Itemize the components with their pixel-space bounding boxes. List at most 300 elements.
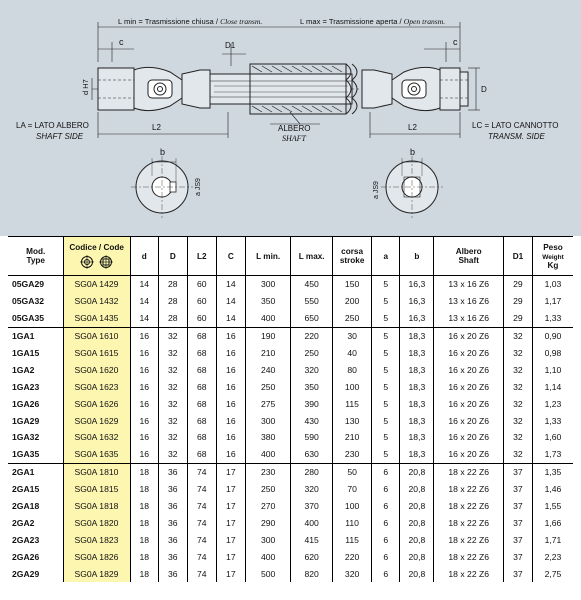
cell-code: SG0A 1615 [64,345,130,362]
col-d: d [130,237,158,276]
b-left-label: b [160,147,166,157]
cell-stroke: 100 [332,378,371,395]
cell-lmax: 820 [291,565,332,582]
cell-lmin: 300 [245,276,291,293]
cell-shaft: 18 x 22 Z6 [434,514,503,531]
c-left-label: c [119,37,124,47]
cell-type: 05GA29 [8,276,64,293]
cell-D: 32 [158,412,187,429]
cell-stroke: 100 [332,498,371,515]
cell-weight: 1,17 [532,293,573,310]
D-label: D [481,85,487,94]
cell-weight: 0,90 [532,327,573,344]
cell-a: 6 [372,463,400,480]
cell-code: SG0A 1815 [64,481,130,498]
cell-code: SG0A 1810 [64,463,130,480]
cell-type: 1GA26 [12,398,40,409]
cell-shaft: 16 x 20 Z6 [434,345,503,362]
cell-d1: 32 [503,345,532,362]
cell-type: 2GA23 [12,534,40,545]
lmin-label: L min = Trasmissione chiusa / [118,17,218,26]
cell-lmin: 300 [245,531,291,548]
cell-c: 17 [216,498,245,515]
cell-code: SG0A 1429 [64,276,130,293]
cell-c: 16 [216,395,245,412]
cell-b: 18,3 [400,412,434,429]
table-row [8,565,573,582]
svg-text:L min = Trasmissione chiusa / [118,17,262,26]
albero-label: ALBERO [278,124,311,133]
cell-type: 2GA1 [8,463,64,480]
cell-code: SG0A 1823 [64,531,130,548]
drawing-background [0,0,581,236]
table-row [8,412,573,429]
cell-lmax: 550 [291,293,332,310]
left-yoke [182,70,210,108]
cell-code: SG0A 1432 [64,293,130,310]
cell-l2: 68 [187,361,216,378]
cell-shaft: 18 x 22 Z6 [434,463,503,480]
cell-c: 16 [216,361,245,378]
cell-lmax: 430 [291,412,332,429]
cell-weight: 1,14 [532,378,573,395]
technical-drawing [0,0,581,236]
cell-D: 36 [158,565,187,582]
col-lmin: L min. [245,237,291,276]
a-right-label: a JS9 [373,181,380,199]
cell-d1: 32 [503,412,532,429]
cell-c: 14 [216,293,245,310]
cell-d: 16 [130,361,158,378]
cell-c: 17 [216,514,245,531]
cell-d: 16 [130,429,158,446]
cell-d: 18 [130,481,158,498]
cell-d: 16 [130,412,158,429]
cell-D: 36 [158,463,187,480]
cell-shaft: 16 x 20 Z6 [434,429,503,446]
cell-a: 5 [372,276,400,293]
cell-d: 16 [130,327,158,344]
cell-c: 16 [216,345,245,362]
cell-weight: 1,35 [532,463,573,480]
col-d1: D1 [503,237,532,276]
la-label: LA = LATO ALBERO [16,121,89,130]
cell-c: 17 [216,565,245,582]
col-mod-type: Mod. Type [26,247,46,265]
table-row [8,429,573,446]
cell-lmin: 400 [245,446,291,463]
cell-D: 32 [158,446,187,463]
lc-label-en: TRANSM. SIDE [488,132,545,141]
cell-l2: 60 [187,276,216,293]
cell-lmin: 290 [245,514,291,531]
cell-a: 5 [372,429,400,446]
cell-lmax: 590 [291,429,332,446]
cell-d: 18 [130,531,158,548]
cell-b: 20,8 [400,463,434,480]
cell-type: 2GA18 [12,501,40,512]
cell-weight: 1,33 [532,412,573,429]
cell-d: 18 [130,565,158,582]
cell-d1: 37 [503,531,532,548]
cell-d1: 32 [503,446,532,463]
cell-d1: 32 [503,361,532,378]
cell-lmax: 220 [291,327,332,344]
lmin-label-en: Close transm. [220,17,263,26]
col-D: D [158,237,187,276]
cell-d: 18 [130,498,158,515]
cell-d1: 32 [503,327,532,344]
cell-type: 1GA15 [12,348,40,358]
cell-lmin: 190 [245,327,291,344]
cell-lmax: 370 [291,498,332,515]
cell-code: SG0A 1610 [64,327,130,344]
cell-code: SG0A 1635 [64,446,130,463]
col-a: a [372,237,400,276]
cell-stroke: 110 [332,514,371,531]
cell-b: 16,3 [400,276,434,293]
cell-c: 17 [216,481,245,498]
cell-d1: 32 [503,395,532,412]
cell-lmax: 250 [291,345,332,362]
cell-l2: 68 [187,412,216,429]
cell-stroke: 230 [332,446,371,463]
cell-lmax: 390 [291,395,332,412]
cell-a: 5 [372,395,400,412]
cell-shaft: 16 x 20 Z6 [434,327,503,344]
cell-a: 5 [372,345,400,362]
table-row [8,327,573,344]
table-row [8,481,573,498]
cell-stroke: 40 [332,345,371,362]
cell-code: SG0A 1626 [64,395,130,412]
cell-l2: 60 [187,293,216,310]
cell-c: 16 [216,378,245,395]
l2-right-label: L2 [408,123,417,132]
cell-shaft: 16 x 20 Z6 [434,361,503,378]
cell-d1: 29 [503,310,532,327]
shaft-label: SHAFT [282,134,306,143]
cell-type: 2GA2 [12,517,35,528]
col-stroke: corsa stroke [332,237,371,276]
cell-a: 5 [372,310,400,327]
cell-D: 32 [158,429,187,446]
right-yoke [362,70,392,108]
cell-shaft: 13 x 16 Z6 [434,310,503,327]
cell-lmax: 630 [291,446,332,463]
cell-type: 2GA15 [12,484,40,495]
cell-D: 36 [158,531,187,548]
cell-d: 14 [130,276,158,293]
cell-l2: 68 [187,345,216,362]
code-symbols-icon [77,255,117,269]
cell-shaft: 16 x 20 Z6 [434,446,503,463]
cell-code: SG0A 1623 [64,378,130,395]
col-shaft: Albero Shaft [434,237,503,276]
cell-b: 18,3 [400,361,434,378]
cell-b: 18,3 [400,395,434,412]
cell-weight: 1,55 [532,498,573,515]
table-row [8,548,573,565]
cell-b: 16,3 [400,310,434,327]
cell-l2: 68 [187,429,216,446]
cell-weight: 1,10 [532,361,573,378]
cell-b: 20,8 [400,565,434,582]
cell-code: SG0A 1829 [64,565,130,582]
cell-stroke: 30 [332,327,371,344]
cell-shaft: 16 x 20 Z6 [434,378,503,395]
cell-lmax: 650 [291,310,332,327]
col-b: b [400,237,434,276]
cell-l2: 74 [187,531,216,548]
cell-D: 28 [158,310,187,327]
cell-l2: 74 [187,463,216,480]
cell-stroke: 130 [332,412,371,429]
cell-lmin: 350 [245,293,291,310]
cell-lmax: 320 [291,361,332,378]
cell-d: 16 [130,446,158,463]
cell-weight: 2,23 [532,548,573,565]
cell-shaft: 18 x 22 Z6 [434,565,503,582]
cell-shaft: 16 x 20 Z6 [434,395,503,412]
cell-l2: 74 [187,514,216,531]
cell-stroke: 115 [332,395,371,412]
cell-lmin: 240 [245,361,291,378]
dh7-label: d H7 [81,79,90,95]
cell-a: 5 [372,293,400,310]
cell-shaft: 18 x 22 Z6 [434,548,503,565]
table-row [8,531,573,548]
cell-b: 20,8 [400,531,434,548]
cell-d: 16 [130,378,158,395]
right-hub [440,68,460,110]
cell-weight: 1,66 [532,514,573,531]
cell-lmax: 415 [291,531,332,548]
cell-b: 20,8 [400,514,434,531]
cell-weight: 1,73 [532,446,573,463]
cell-d1: 37 [503,548,532,565]
cell-b: 20,8 [400,498,434,515]
a-left-label: a JS9 [195,178,202,196]
cell-shaft: 16 x 20 Z6 [434,412,503,429]
cell-lmax: 620 [291,548,332,565]
cell-D: 32 [158,395,187,412]
cell-stroke: 250 [332,310,371,327]
cell-code: SG0A 1818 [64,498,130,515]
cell-shaft: 18 x 22 Z6 [434,531,503,548]
col-weight: Peso Weight Kg [532,237,573,276]
cell-code: SG0A 1620 [64,361,130,378]
cell-b: 18,3 [400,446,434,463]
cell-D: 28 [158,293,187,310]
cell-lmax: 320 [291,481,332,498]
cell-d: 18 [130,548,158,565]
cell-b: 20,8 [400,548,434,565]
cell-c: 14 [216,310,245,327]
cell-shaft: 18 x 22 Z6 [434,481,503,498]
cell-l2: 74 [187,565,216,582]
cell-l2: 74 [187,548,216,565]
spec-table-wrapper [8,236,573,582]
table-row [8,276,573,293]
cell-a: 5 [372,412,400,429]
cell-D: 32 [158,378,187,395]
table-group-05GA [8,276,573,328]
cell-d1: 37 [503,565,532,582]
table-row [8,310,573,327]
table-row [8,446,573,463]
cell-type: 2GA26 [12,551,40,562]
cell-lmin: 380 [245,429,291,446]
cell-stroke: 70 [332,481,371,498]
table-row [8,514,573,531]
cell-d: 16 [130,395,158,412]
lmax-label: L max = Trasmissione aperta / [300,17,402,26]
left-hub [98,68,134,110]
cell-type: 1GA1 [8,327,64,344]
table-row [8,498,573,515]
cell-lmax: 280 [291,463,332,480]
cell-d1: 29 [503,293,532,310]
cell-lmin: 210 [245,345,291,362]
c-right-label: c [453,37,458,47]
cell-stroke: 80 [332,361,371,378]
cell-type: 2GA29 [12,568,40,579]
cell-shaft: 13 x 16 Z6 [434,293,503,310]
cell-type: 1GA23 [12,381,40,392]
cell-lmin: 500 [245,565,291,582]
cell-stroke: 115 [332,531,371,548]
svg-text:L max = Trasmissione aperta / [300,17,445,26]
table-header-row [8,237,573,276]
cell-a: 6 [372,514,400,531]
cell-D: 36 [158,514,187,531]
table-row [8,378,573,395]
table-row [8,463,573,480]
central-shaft [210,74,352,104]
cell-l2: 68 [187,446,216,463]
cell-a: 6 [372,548,400,565]
cell-type: 1GA35 [12,449,40,460]
cell-stroke: 150 [332,276,371,293]
table-row [8,361,573,378]
cell-b: 18,3 [400,327,434,344]
cell-l2: 74 [187,481,216,498]
d1-label: D1 [225,41,236,50]
cell-code: SG0A 1435 [64,310,130,327]
cell-stroke: 210 [332,429,371,446]
la-label-en: SHAFT SIDE [36,132,84,141]
cell-D: 36 [158,498,187,515]
cell-d: 14 [130,310,158,327]
cell-c: 16 [216,412,245,429]
cell-weight: 2,75 [532,565,573,582]
cell-type: 1GA2 [12,364,35,375]
cell-c: 14 [216,276,245,293]
cell-l2: 68 [187,378,216,395]
table-group-2GA [8,463,573,582]
cell-d1: 37 [503,463,532,480]
col-c: C [216,237,245,276]
cell-c: 16 [216,327,245,344]
cell-d1: 32 [503,378,532,395]
cell-D: 32 [158,327,187,344]
cell-d: 16 [130,345,158,362]
cell-D: 36 [158,548,187,565]
cell-a: 6 [372,498,400,515]
cell-code: SG0A 1629 [64,412,130,429]
lmax-label-en: Open transm. [403,17,446,26]
cell-l2: 68 [187,327,216,344]
cell-lmin: 275 [245,395,291,412]
cell-weight: 0,98 [532,345,573,362]
cell-a: 5 [372,378,400,395]
cell-lmax: 450 [291,276,332,293]
cell-weight: 1,33 [532,310,573,327]
cell-lmax: 350 [291,378,332,395]
cell-d1: 37 [503,481,532,498]
cell-type: 05GA35 [12,313,45,324]
cell-c: 16 [216,429,245,446]
cell-c: 17 [216,548,245,565]
cell-l2: 68 [187,395,216,412]
cell-d1: 37 [503,514,532,531]
l2-left-label: L2 [152,123,161,132]
cell-c: 16 [216,446,245,463]
cell-lmin: 400 [245,310,291,327]
lc-label: LC = LATO CANNOTTO [472,121,559,130]
cell-lmin: 250 [245,481,291,498]
col-l2: L2 [187,237,216,276]
cell-weight: 1,03 [532,276,573,293]
cell-d1: 37 [503,498,532,515]
cell-shaft: 18 x 22 Z6 [434,498,503,515]
cell-lmin: 230 [245,463,291,480]
cell-b: 18,3 [400,378,434,395]
cell-weight: 1,23 [532,395,573,412]
cell-l2: 74 [187,498,216,515]
cell-D: 32 [158,345,187,362]
cell-d1: 29 [503,276,532,293]
table-row [8,293,573,310]
table-row [8,395,573,412]
cell-d: 18 [130,514,158,531]
cell-stroke: 320 [332,565,371,582]
cell-lmin: 270 [245,498,291,515]
cell-D: 32 [158,361,187,378]
cell-code: SG0A 1820 [64,514,130,531]
cell-d: 18 [130,463,158,480]
cell-lmin: 300 [245,412,291,429]
cell-lmin: 250 [245,378,291,395]
cell-code: SG0A 1632 [64,429,130,446]
spec-table [8,236,573,582]
cell-weight: 1,46 [532,481,573,498]
cell-d: 14 [130,293,158,310]
cell-d1: 32 [503,429,532,446]
cell-weight: 1,60 [532,429,573,446]
table-group-1GA [8,327,573,463]
cell-type: 05GA32 [12,296,45,307]
cell-lmin: 400 [245,548,291,565]
cell-stroke: 50 [332,463,371,480]
cell-stroke: 220 [332,548,371,565]
col-code: Codice / Code [64,237,130,276]
cell-D: 36 [158,481,187,498]
cell-a: 6 [372,565,400,582]
cell-l2: 60 [187,310,216,327]
col-lmax: L max. [291,237,332,276]
